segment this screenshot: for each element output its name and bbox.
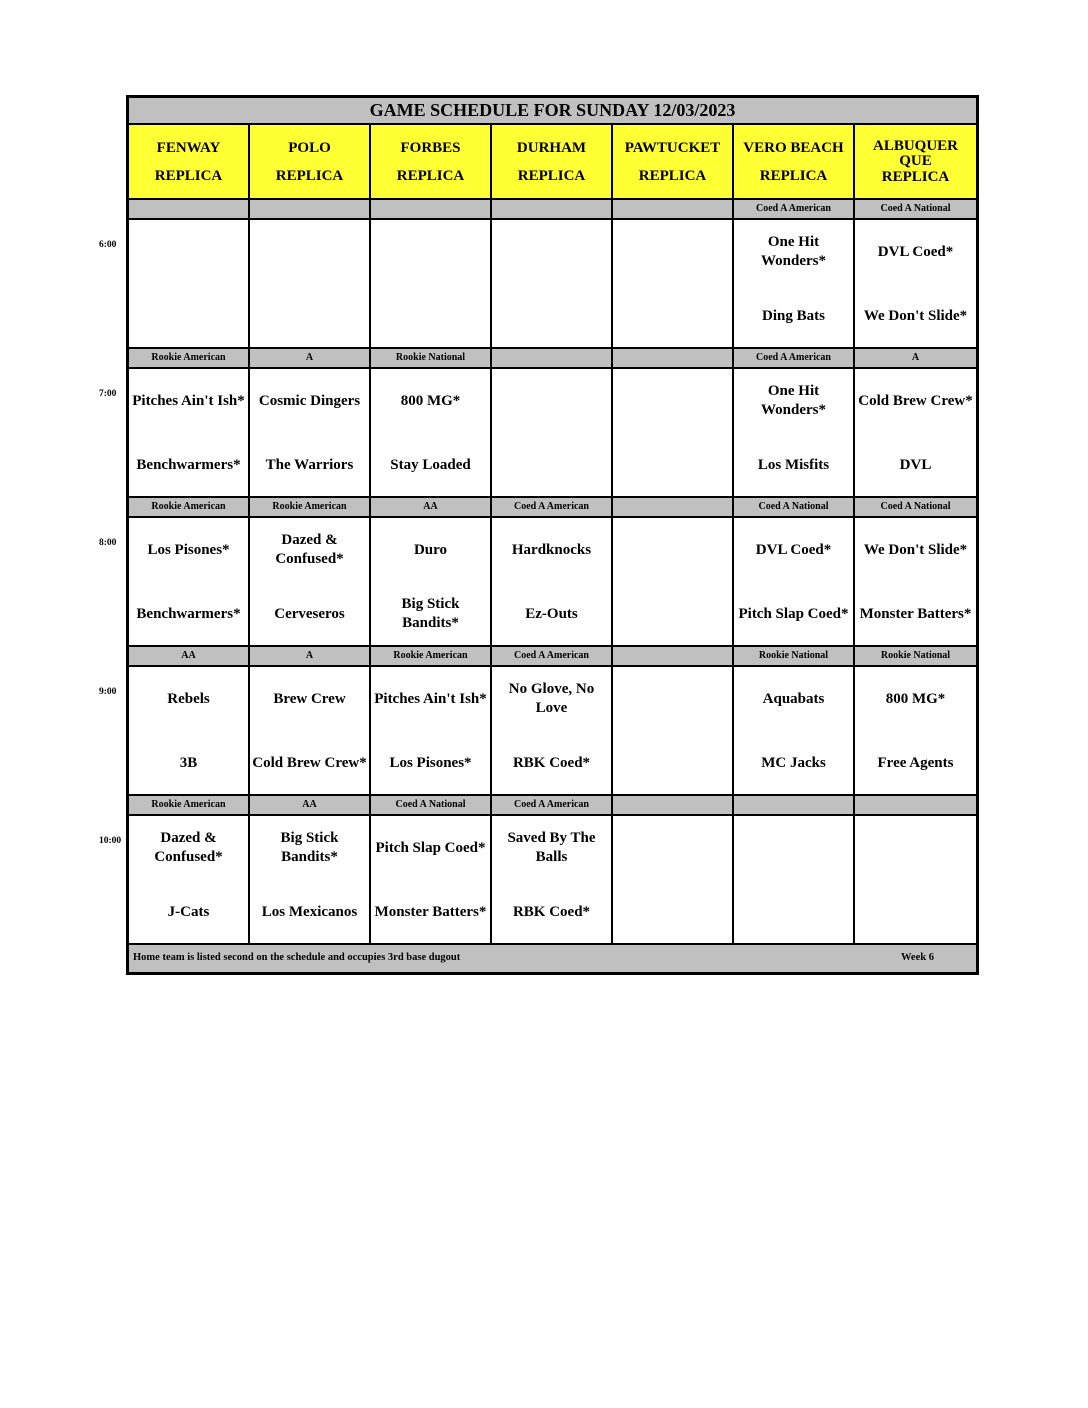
field-subtitle: REPLICA (517, 167, 586, 184)
away-team: No Glove, No Love (508, 681, 595, 716)
field-subtitle: REPLICA (275, 167, 344, 184)
division-label (613, 347, 734, 369)
division-label (613, 645, 734, 667)
division-label (492, 198, 613, 220)
away-team (371, 228, 490, 276)
game-cell (129, 220, 250, 347)
home-team: Pitch Slap Coed* (738, 605, 849, 622)
field-name: FORBES (400, 139, 461, 156)
away-team (492, 228, 611, 276)
home-team: Ez-Outs (525, 605, 578, 622)
division-label: Coed A National (734, 496, 855, 518)
away-team: Aquabats (762, 690, 825, 707)
field-name: ALBUQUERQUE (873, 137, 959, 169)
game-cell (734, 220, 855, 347)
home-team: Benchwarmers* (136, 605, 241, 622)
away-team: Cold Brew Crew* (858, 392, 973, 409)
division-label: A (855, 347, 976, 369)
division-label: AA (250, 794, 371, 816)
game-cell (492, 518, 613, 645)
home-team (855, 888, 976, 936)
game-cell (250, 518, 371, 645)
division-label: Coed A National (855, 496, 976, 518)
field-header (129, 125, 250, 198)
home-team: 3B (179, 754, 198, 771)
division-label: Rookie American (129, 794, 250, 816)
game-cell (734, 816, 855, 943)
home-team (492, 292, 611, 340)
away-team (613, 228, 732, 276)
division-label: Rookie National (734, 645, 855, 667)
field-header (492, 125, 613, 198)
away-team (613, 377, 732, 425)
games-row (129, 369, 976, 496)
home-team (613, 292, 732, 340)
division-row (129, 347, 976, 369)
field-header (855, 125, 976, 198)
division-label (129, 198, 250, 220)
division-label: Coed A American (734, 198, 855, 220)
game-cell (250, 369, 371, 496)
home-team (371, 292, 490, 340)
home-team: J-Cats (167, 903, 210, 920)
division-label (613, 794, 734, 816)
time-label: 10:00 (99, 836, 122, 846)
game-cell (371, 816, 492, 943)
schedule-table (126, 95, 979, 975)
away-team: DVL Coed* (755, 541, 832, 558)
division-label: Rookie American (129, 347, 250, 369)
division-label: A (250, 347, 371, 369)
schedule-title: GAME SCHEDULE FOR SUNDAY 12/03/2023 (129, 98, 976, 125)
division-label (613, 496, 734, 518)
division-label (734, 794, 855, 816)
away-team: Pitches Ain't Ish* (374, 690, 487, 707)
division-row (129, 645, 976, 667)
home-team (734, 888, 853, 936)
field-subtitle: REPLICA (396, 167, 465, 184)
away-team: Dazed & Confused* (275, 532, 344, 567)
home-team-note: Home team is listed second on the schedule and occupies 3rd base dugout (133, 952, 461, 963)
division-label: Rookie American (250, 496, 371, 518)
division-label: AA (129, 645, 250, 667)
game-cell (250, 220, 371, 347)
game-cell (855, 816, 976, 943)
division-row (129, 794, 976, 816)
division-label: Coed A American (492, 645, 613, 667)
home-team (492, 441, 611, 489)
game-cell (492, 816, 613, 943)
field-subtitle: REPLICA (638, 167, 707, 184)
division-label: Rookie American (371, 645, 492, 667)
division-label (613, 198, 734, 220)
time-label: 6:00 (99, 240, 117, 250)
field-header (371, 125, 492, 198)
home-team: Free Agents (877, 754, 954, 771)
away-team: Rebels (167, 690, 210, 707)
home-team (613, 590, 732, 638)
game-cell (734, 518, 855, 645)
game-cell (855, 518, 976, 645)
field-subtitle: REPLICA (881, 168, 950, 185)
game-cell (250, 667, 371, 794)
game-cell (855, 220, 976, 347)
game-cell (371, 667, 492, 794)
away-team: One Hit Wonders* (760, 234, 826, 269)
home-team: DVL (899, 456, 932, 473)
division-label: Rookie National (855, 645, 976, 667)
home-team: RBK Coed* (512, 754, 591, 771)
division-label: Coed A American (492, 794, 613, 816)
home-team: Monster Batters* (859, 605, 972, 622)
away-team: Los Pisones* (147, 541, 230, 558)
away-team (250, 228, 369, 276)
week-label: Week 6 (901, 952, 934, 963)
footer-bar (129, 943, 976, 972)
home-team (613, 739, 732, 787)
home-team (613, 441, 732, 489)
away-team: Big Stick Bandits* (280, 830, 339, 865)
home-team (250, 292, 369, 340)
time-slots (129, 198, 976, 943)
field-name: PAWTUCKET (624, 139, 721, 156)
home-team (129, 292, 248, 340)
away-team (613, 526, 732, 574)
field-header (250, 125, 371, 198)
division-label: Rookie National (371, 347, 492, 369)
game-cell (129, 816, 250, 943)
home-team: Ding Bats (762, 307, 825, 324)
time-label: 9:00 (99, 687, 117, 697)
division-label: AA (371, 496, 492, 518)
away-team: Hardknocks (511, 541, 592, 558)
division-label: A (250, 645, 371, 667)
game-cell (492, 369, 613, 496)
division-row (129, 198, 976, 220)
away-team: We Don't Slide* (863, 541, 968, 558)
division-row (129, 496, 976, 518)
games-row (129, 816, 976, 943)
away-team (613, 824, 732, 872)
away-team: One Hit Wonders* (760, 383, 826, 418)
division-label: Coed A American (492, 496, 613, 518)
games-row (129, 220, 976, 347)
home-team: Cerveseros (274, 605, 345, 622)
field-name: VERO BEACH (743, 139, 844, 156)
game-cell (855, 369, 976, 496)
games-row (129, 518, 976, 645)
home-team: Los Pisones* (389, 754, 472, 771)
home-team: Big Stick Bandits* (401, 596, 460, 631)
division-label (250, 198, 371, 220)
home-team: Los Misfits (757, 456, 830, 473)
game-cell (492, 220, 613, 347)
home-team: MC Jacks (761, 754, 826, 771)
field-header (734, 125, 855, 198)
game-cell (855, 667, 976, 794)
time-label: 7:00 (99, 389, 117, 399)
home-team: Cold Brew Crew* (252, 754, 367, 771)
away-team: 800 MG* (400, 392, 461, 409)
field-name: POLO (288, 139, 331, 156)
game-cell (129, 667, 250, 794)
game-cell (734, 369, 855, 496)
division-label: Coed A National (855, 198, 976, 220)
field-name: FENWAY (156, 139, 221, 156)
division-label: Coed A American (734, 347, 855, 369)
away-team: DVL Coed* (877, 243, 954, 260)
game-cell (371, 518, 492, 645)
away-team: Pitch Slap Coed* (375, 839, 486, 856)
away-team: Duro (413, 541, 448, 558)
away-team: Dazed & Confused* (154, 830, 223, 865)
game-cell (129, 518, 250, 645)
division-label (492, 347, 613, 369)
games-row (129, 667, 976, 794)
home-team: RBK Coed* (512, 903, 591, 920)
game-cell (492, 667, 613, 794)
field-subtitle: REPLICA (154, 167, 223, 184)
division-label (371, 198, 492, 220)
away-team (613, 675, 732, 723)
game-cell (613, 220, 734, 347)
home-team: The Warriors (265, 456, 354, 473)
away-team: Brew Crew (273, 690, 346, 707)
away-team: Saved By The Balls (507, 830, 596, 865)
home-team: Los Mexicanos (261, 903, 358, 920)
away-team: Cosmic Dingers (258, 392, 361, 409)
game-cell (371, 369, 492, 496)
home-team: Stay Loaded (390, 456, 471, 473)
away-team (129, 228, 248, 276)
game-cell (613, 369, 734, 496)
away-team (492, 377, 611, 425)
field-header (613, 125, 734, 198)
away-team: 800 MG* (885, 690, 946, 707)
game-cell (613, 667, 734, 794)
division-label (855, 794, 976, 816)
away-team (734, 824, 853, 872)
away-team (855, 824, 976, 872)
home-team: Benchwarmers* (136, 456, 241, 473)
home-team: Monster Batters* (374, 903, 487, 920)
field-subtitle: REPLICA (759, 167, 828, 184)
field-name: DURHAM (516, 139, 587, 156)
division-label: Rookie American (129, 496, 250, 518)
game-cell (371, 220, 492, 347)
game-cell (613, 816, 734, 943)
home-team: We Don't Slide* (863, 307, 968, 324)
away-team: Pitches Ain't Ish* (132, 392, 245, 409)
field-header-row (129, 125, 976, 198)
game-cell (129, 369, 250, 496)
game-cell (734, 667, 855, 794)
time-label: 8:00 (99, 538, 117, 548)
division-label: Coed A National (371, 794, 492, 816)
game-cell (613, 518, 734, 645)
game-cell (250, 816, 371, 943)
home-team (613, 888, 732, 936)
